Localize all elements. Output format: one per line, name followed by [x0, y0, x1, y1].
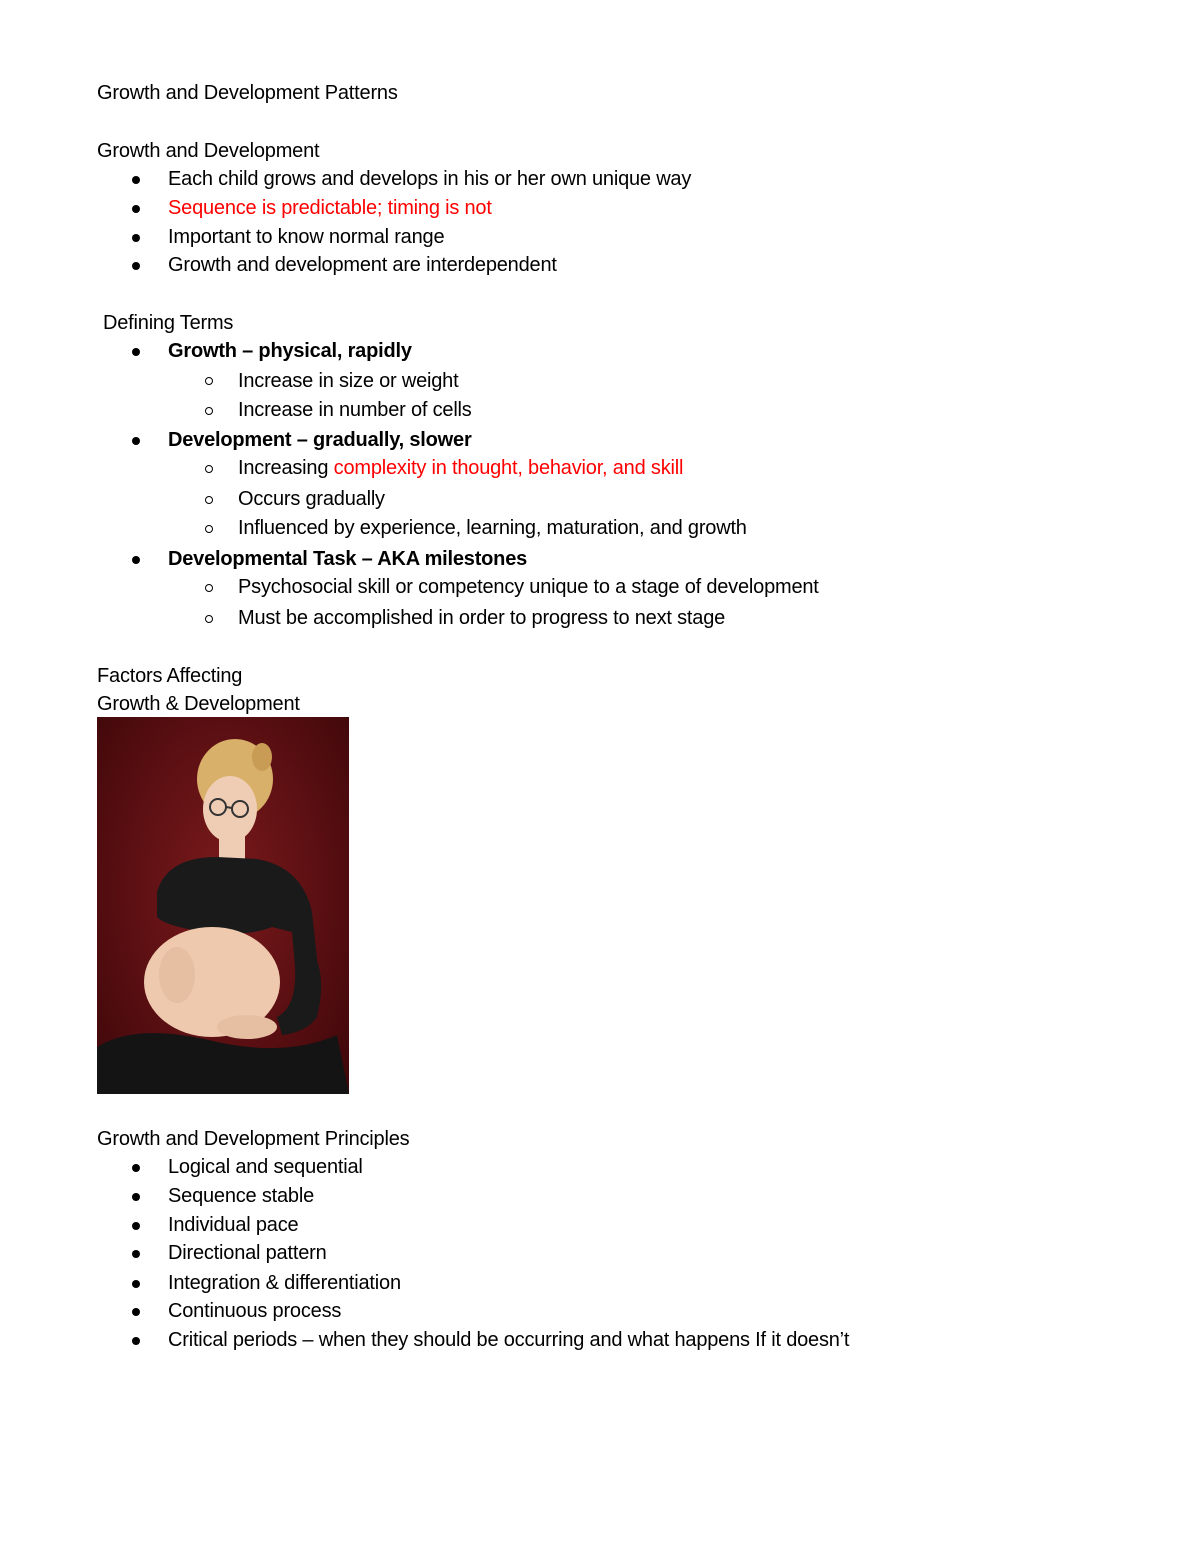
sub-bullet-icon: [205, 465, 213, 473]
sub-list-item-highlight: complexity in thought, behavior, and skill: [333, 457, 684, 479]
list-item: Continuous process: [168, 1300, 342, 1322]
bullet-icon: [132, 1164, 140, 1172]
sub-list-item: Increase in number of cells: [238, 399, 472, 421]
sub-list-item-prefix: Increasing: [238, 457, 334, 479]
list-item: Each child grows and develops in his or her own unique way: [168, 168, 692, 190]
sub-bullet-icon: [205, 584, 213, 592]
section-heading-defining-terms: Defining Terms: [103, 312, 234, 334]
bullet-icon: [132, 234, 140, 242]
bullet-icon: [132, 1222, 140, 1230]
photo-illustration: [97, 717, 349, 1094]
bullet-icon: [132, 1193, 140, 1201]
sub-bullet-icon: [205, 496, 213, 504]
sub-bullet-icon: [205, 525, 213, 533]
list-item: Logical and sequential: [168, 1156, 363, 1178]
pregnant-woman-photo: [97, 717, 349, 1094]
neck-shape: [219, 835, 245, 861]
list-item: Integration & differentiation: [168, 1272, 401, 1294]
list-item: Individual pace: [168, 1214, 299, 1236]
document-title: Growth and Development Patterns: [97, 82, 398, 104]
black-pants-shape: [97, 1033, 349, 1094]
list-item-highlighted: Sequence is predictable; timing is not: [168, 197, 492, 219]
bullet-icon: [132, 1250, 140, 1258]
bullet-icon: [132, 437, 140, 445]
bullet-icon: [132, 556, 140, 564]
list-item: Directional pattern: [168, 1242, 327, 1264]
right-hand-shape: [217, 1015, 277, 1039]
bullet-icon: [132, 205, 140, 213]
sub-list-item: Must be accomplished in order to progress to next stage: [238, 607, 726, 629]
section-heading-principles: Growth and Development Principles: [97, 1128, 410, 1150]
sub-list-item: Occurs gradually: [238, 488, 385, 510]
list-item: Sequence stable: [168, 1185, 315, 1207]
term-developmental-task: Developmental Task – AKA milestones: [168, 548, 528, 570]
section-heading-factors: Factors Affecting: [97, 665, 243, 687]
hair-bun-shape: [252, 743, 272, 771]
bullet-icon: [132, 1337, 140, 1345]
list-item: Critical periods – when they should be occurring and what happens If it doesn’t: [168, 1329, 850, 1351]
sub-list-item: Psychosocial skill or competency unique to a stage of development: [238, 576, 819, 598]
sub-list-item: Increase in size or weight: [238, 370, 459, 392]
list-item: Important to know normal range: [168, 226, 445, 248]
term-growth: Growth – physical, rapidly: [168, 340, 412, 362]
bullet-icon: [132, 1308, 140, 1316]
sub-list-item: [238, 454, 683, 482]
bullet-icon: [132, 1280, 140, 1288]
sub-bullet-icon: [205, 377, 213, 385]
sub-bullet-icon: [205, 615, 213, 623]
bullet-icon: [132, 348, 140, 356]
sub-bullet-icon: [205, 407, 213, 415]
section-heading-factors-line2: Growth & Development: [97, 693, 300, 715]
glasses-bridge: [226, 807, 232, 808]
bullet-icon: [132, 176, 140, 184]
sub-list-item: Influenced by experience, learning, maturation, and growth: [238, 517, 747, 539]
section-heading-growth-development: Growth and Development: [97, 140, 320, 162]
list-item: Growth and development are interdependent: [168, 254, 557, 276]
bullet-icon: [132, 262, 140, 270]
left-hand-shape: [159, 947, 195, 1003]
term-development: Development – gradually, slower: [168, 429, 472, 451]
